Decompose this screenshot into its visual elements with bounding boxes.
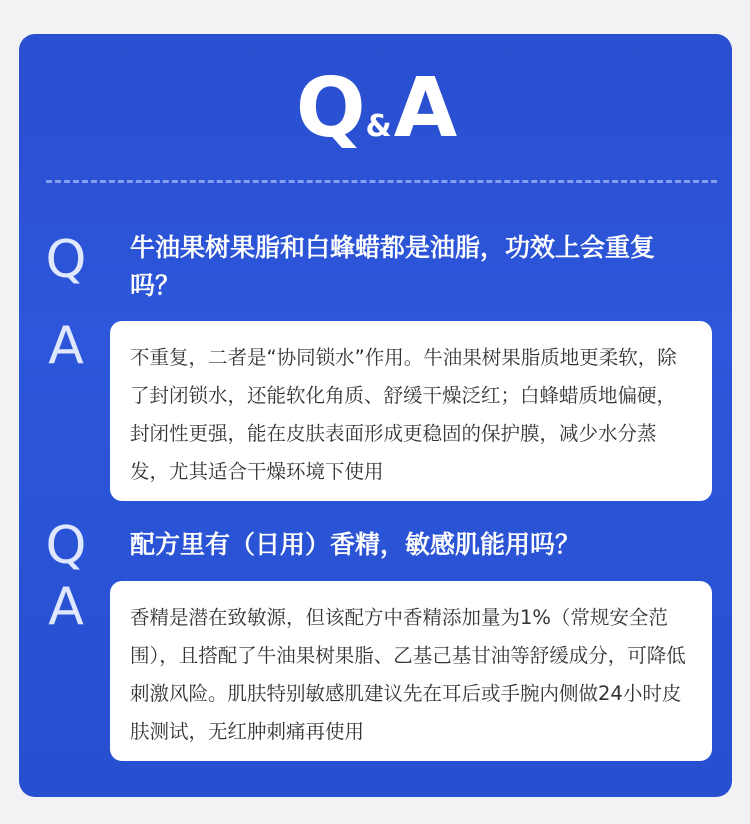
answer-2: 香精是潜在致敏源，但该配方中香精添加量为1%（常规安全范围），且搭配了牛油果树果脂、乙基己基甘油等舒缓成分，可降低刺激风险。肌肤特别敏感肌建议先在耳后或手腕内侧做24小时皮肤测试，无红肿刺痛再使用 [130,606,686,743]
question-marker-1: Q [45,230,87,290]
answer-marker-2: A [48,577,84,637]
question-1: 牛油果树果脂和白蜂蜡都是油脂，功效上会重复吗？ [130,233,656,300]
question-marker-2: Q [45,516,87,576]
title-q: Q [295,61,364,156]
answer-marker-1: A [48,316,84,376]
title-amp: & [365,109,392,144]
title-a: A [393,61,456,156]
qa-title [19,61,732,156]
answer-box-2 [110,581,712,761]
answer-box-1 [110,321,712,501]
answer-1: 不重复，二者是“协同锁水”作用。牛油果树果脂质地更柔软，除了封闭锁水，还能软化角质、舒缓干燥泛红；白蜂蜡质地偏硬，封闭性更强，能在皮肤表面形成更稳固的保护膜，减少水分蒸发，尤其适合干燥环境下使用 [130,346,677,483]
dashed-divider [46,180,717,183]
question-2: 配方里有（日用）香精，敏感肌能用吗？ [130,530,581,559]
qa-card [19,34,732,797]
